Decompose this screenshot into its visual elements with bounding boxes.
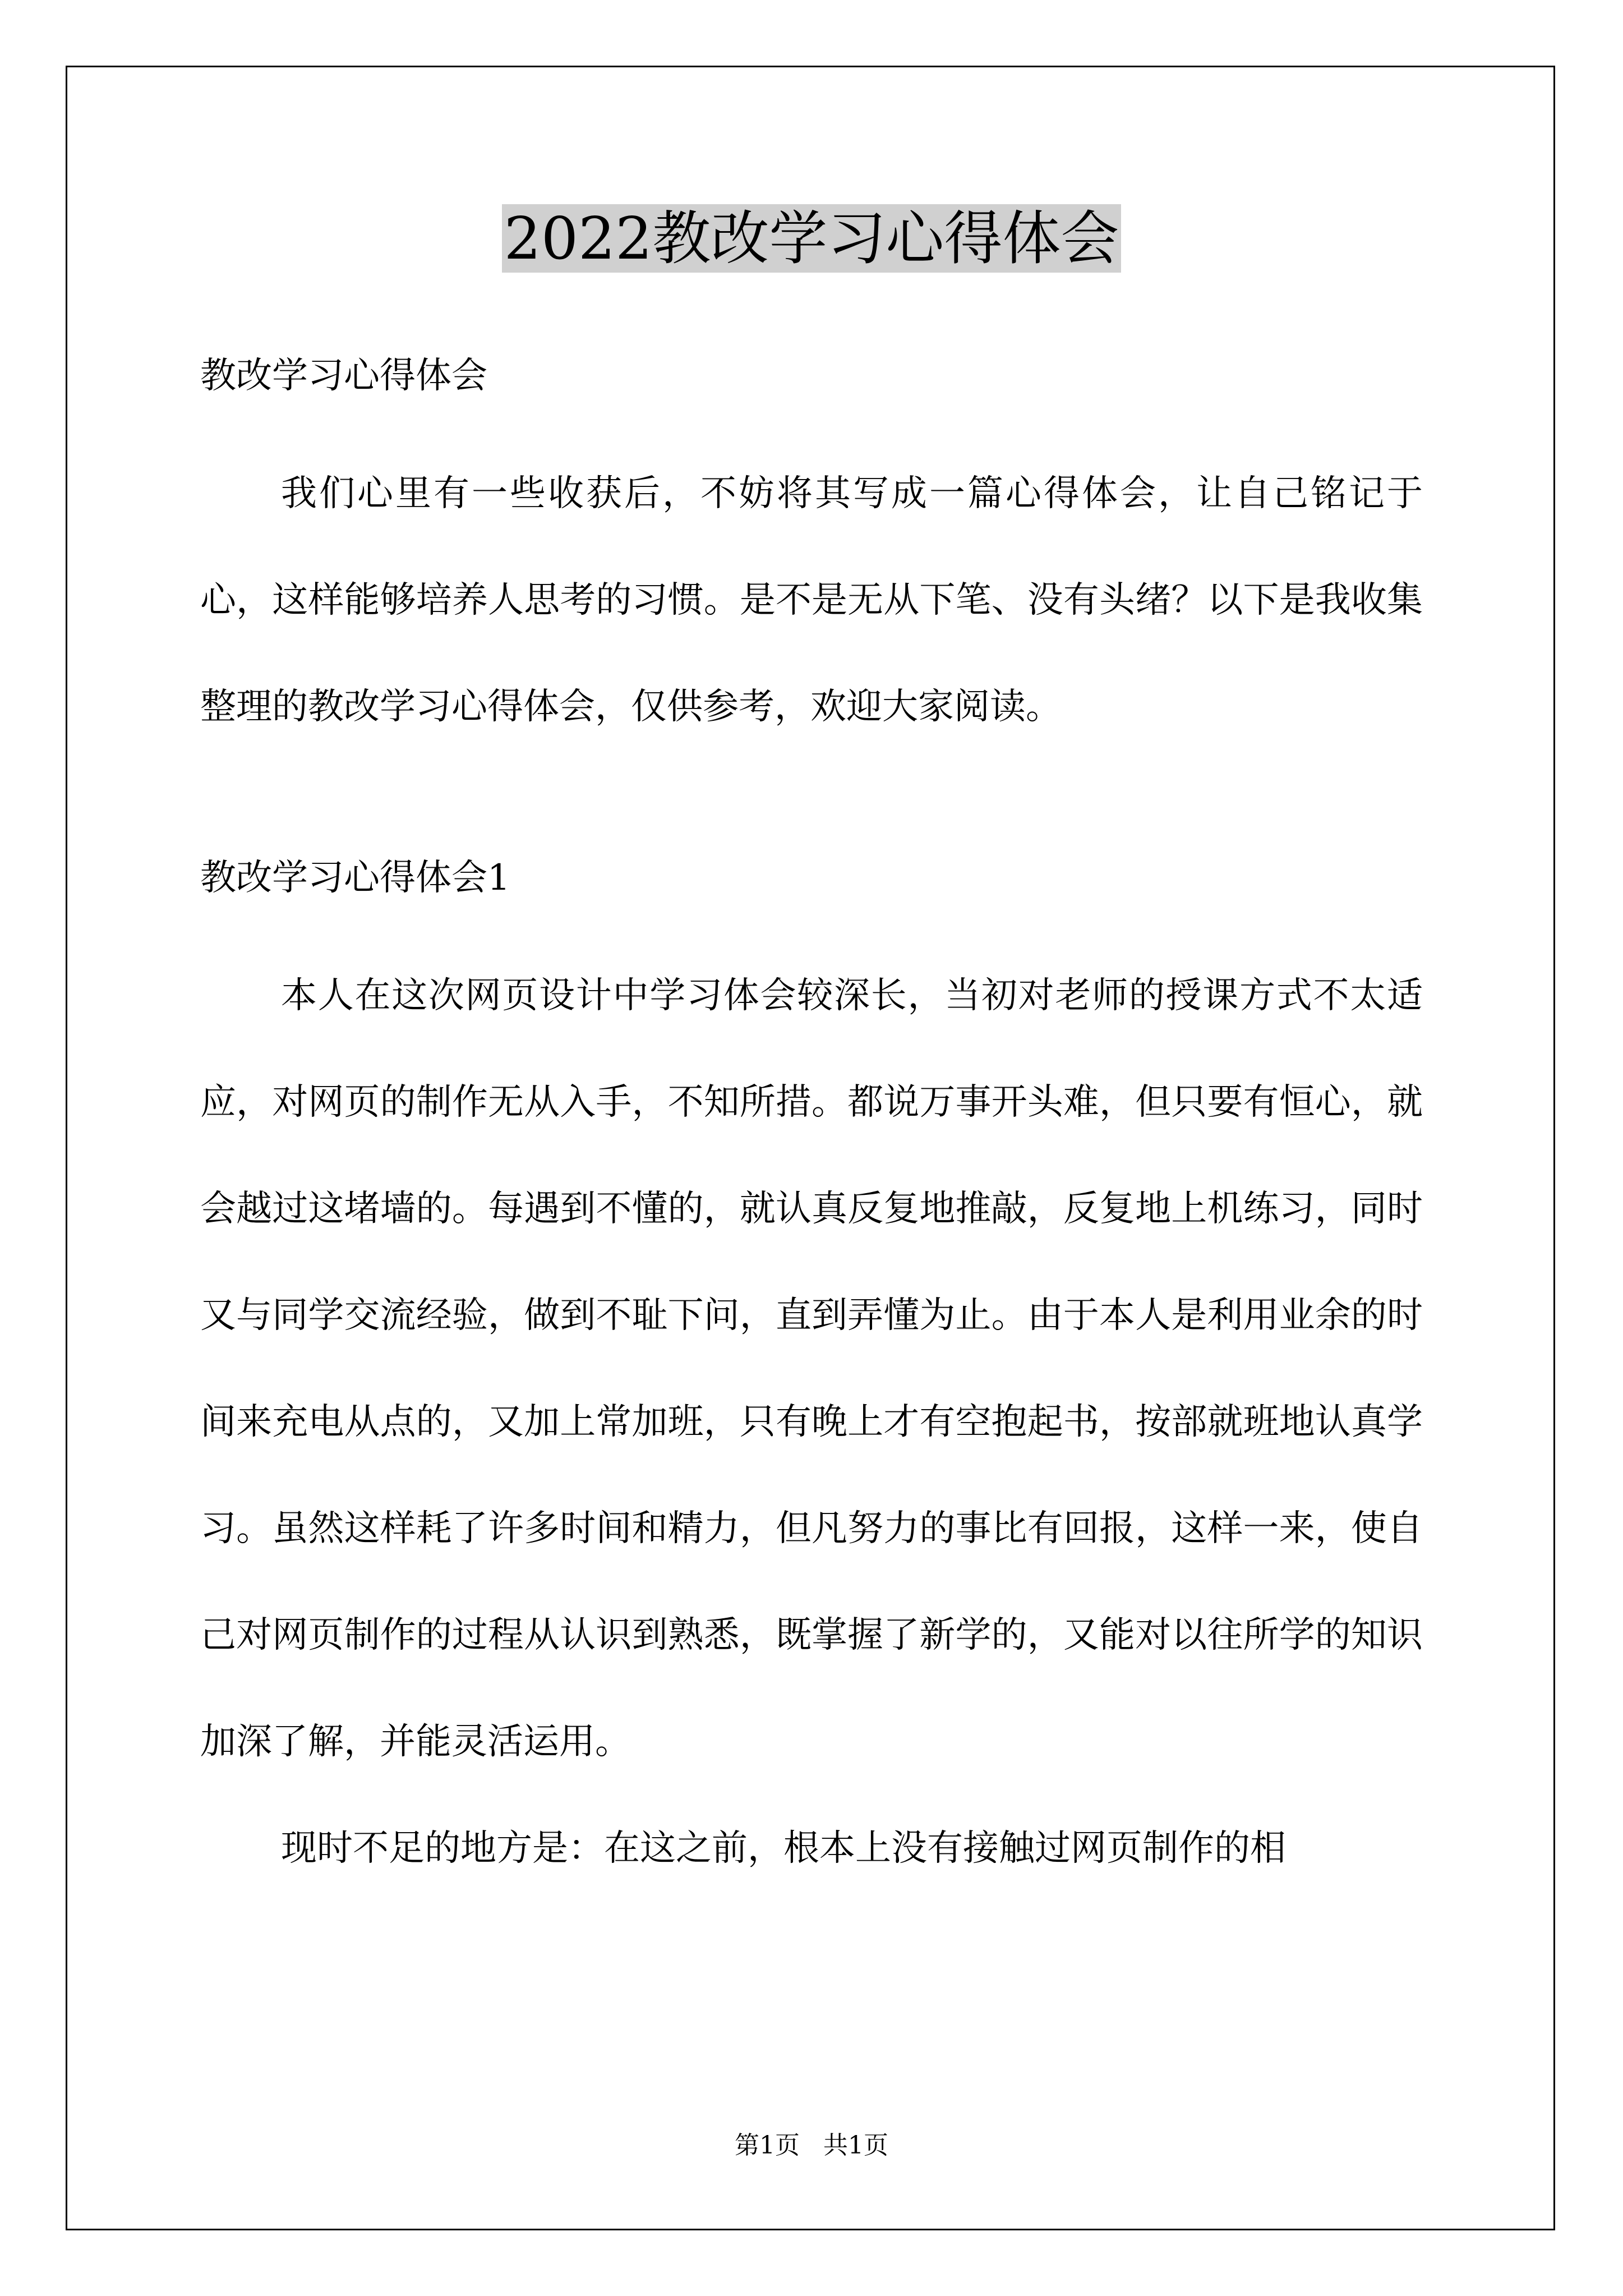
document-title	[0, 199, 1623, 278]
intro-paragraph: 我们心里有一些收获后，不妨将其写成一篇心得体会，让自己铭记于心，这样能够培养人思考的习惯。是不是无从下笔、没有头绪？以下是我收集整理的教改学习心得体会，仅供参考，欢迎大家阅读。	[200, 473, 1423, 728]
section-paragraph: 现时不足的地方是：在这之前，根本上没有接触过网页制作的相	[281, 1828, 1286, 1869]
section-heading: 教改学习心得体会1	[200, 857, 510, 899]
document-subtitle: 教改学习心得体会	[200, 355, 487, 397]
section-paragraph: 本人在这次网页设计中学习体会较深长，当初对老师的授课方式不太适应，对网页的制作无从入手，不知所措。都说万事开头难，但只要有恒心，就会越过这堵墙的。每遇到不懂的，就认真反复地推敲，反复地上机练习，同时又与同学交流经验，做到不耻下问，直到弄懂为止。由于本人是利用业余的时间来充电从点的，又加上常加班，只有晚上才有空抱起书，按部就班地认真学习。虽然这样耗了许多时间和精力，但凡努力的事比有回报，这样一来，使自己对网页制作的过程从认识到熟悉，既掌握了新学的，又能对以往所学的知识加深了解，并能灵活运用。	[200, 975, 1423, 1763]
document-title-text: 2022教改学习心得体会	[502, 204, 1122, 273]
document-body	[200, 342, 1423, 1902]
page-footer: 第1页 共1页	[735, 2131, 888, 2160]
